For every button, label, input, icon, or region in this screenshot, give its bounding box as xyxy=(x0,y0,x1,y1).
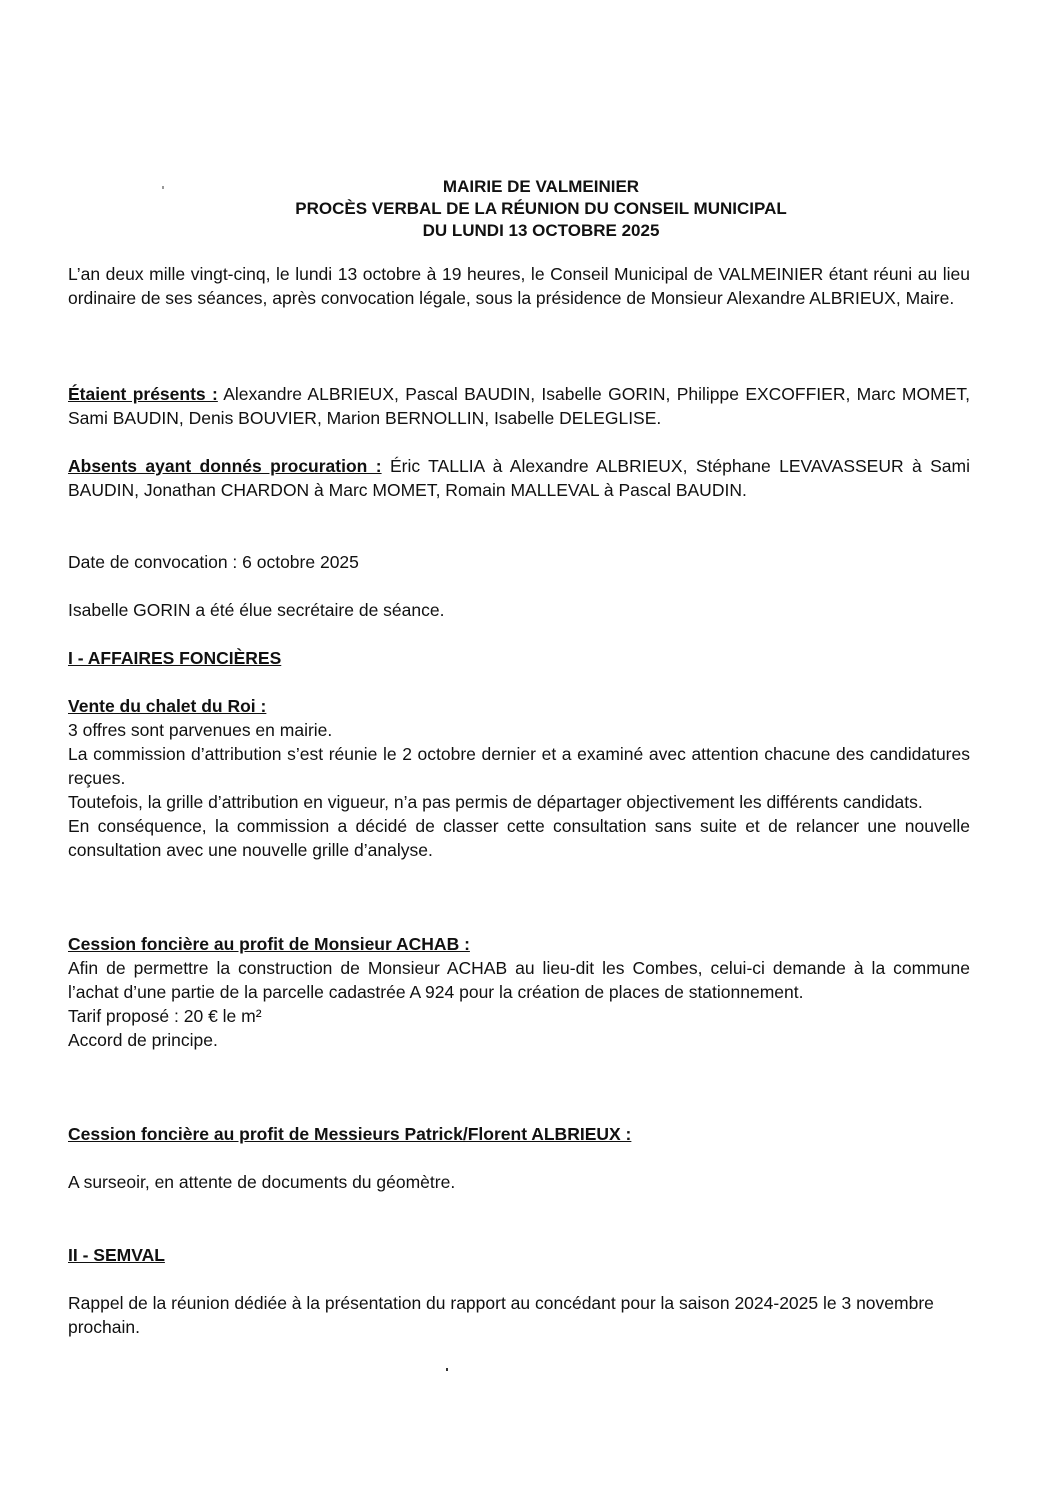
proxy-label: Absents ayant donnés procuration : xyxy=(68,456,382,476)
proxy-list: Éric TALLIA à Alexandre ALBRIEUX, Stéphane LEVAVASSEUR à Sami BAUDIN, Jonathan CHARDON à Marc MOMET, Romain MALLEVAL à Pascal BAUDIN. xyxy=(68,456,971,500)
chalet-line: Toutefois, la grille d’attribution en vigueur, n’a pas permis de départager objectivement les différents candidats. xyxy=(68,792,923,812)
intro-paragraph: L’an deux mille vingt-cinq, le lundi 13 octobre à 19 heures, le Conseil Municipal de VALMEINIER étant réuni au lieu ordinaire de ses séances, après convocation légale, sous la présidence de Monsieur Alexandre ALBRIEUX, Maire. xyxy=(68,264,970,308)
secretary-line: Isabelle GORIN a été élue secrétaire de séance. xyxy=(68,600,445,620)
chalet-section xyxy=(68,694,970,862)
achab-decision: Accord de principe. xyxy=(68,1030,218,1050)
scan-speck xyxy=(162,186,164,189)
albrieux-title: Cession foncière au profit de Messieurs Patrick/Florent ALBRIEUX : xyxy=(68,1124,632,1144)
chalet-line: En conséquence, la commission a décidé de classer cette consultation sans suite et de relancer une nouvelle consultation avec une nouvelle grille d’analyse. xyxy=(68,816,970,860)
semval-text: Rappel de la réunion dédiée à la présentation du rapport au concédant pour la saison 2024-2025 le 3 novembre prochain. xyxy=(68,1293,934,1337)
present-list: Alexandre ALBRIEUX, Pascal BAUDIN, Isabelle GORIN, Philippe EXCOFFIER, Marc MOMET, Sami BAUDIN, Denis BOUVIER, Marion BERNOLLIN, Isabelle DELEGLISE. xyxy=(68,384,970,428)
albrieux-text: A surseoir, en attente de documents du géomètre. xyxy=(68,1172,456,1192)
document-header xyxy=(0,176,1058,242)
scan-speck xyxy=(446,1368,448,1371)
section-1-title: I - AFFAIRES FONCIÈRES xyxy=(68,648,282,668)
attendance-present xyxy=(68,382,970,430)
achab-section xyxy=(68,932,970,1052)
achab-text: Afin de permettre la construction de Monsieur ACHAB au lieu-dit les Combes, celui-ci demande à la commune l’achat d’une partie de la parcelle cadastrée A 924 pour la création de places de stationnement. xyxy=(68,958,970,1002)
attendance-proxy xyxy=(68,454,970,502)
present-label: Étaient présents : xyxy=(68,384,218,404)
header-mairie: MAIRIE DE VALMEINIER xyxy=(442,177,640,196)
chalet-title: Vente du chalet du Roi : xyxy=(68,696,267,716)
header-date: DU LUNDI 13 OCTOBRE 2025 xyxy=(422,221,660,240)
chalet-line: La commission d’attribution s’est réunie le 2 octobre dernier et a examiné avec attention chacune des candidatures reçues. xyxy=(68,744,970,788)
achab-title: Cession foncière au profit de Monsieur ACHAB : xyxy=(68,934,470,954)
achab-tarif: Tarif proposé : 20 € le m² xyxy=(68,1006,262,1026)
chalet-line: 3 offres sont parvenues en mairie. xyxy=(68,720,333,740)
header-title: PROCÈS VERBAL DE LA RÉUNION DU CONSEIL MUNICIPAL xyxy=(295,199,787,218)
convocation-date: Date de convocation : 6 octobre 2025 xyxy=(68,552,359,572)
section-2-title: II - SEMVAL xyxy=(68,1245,165,1265)
